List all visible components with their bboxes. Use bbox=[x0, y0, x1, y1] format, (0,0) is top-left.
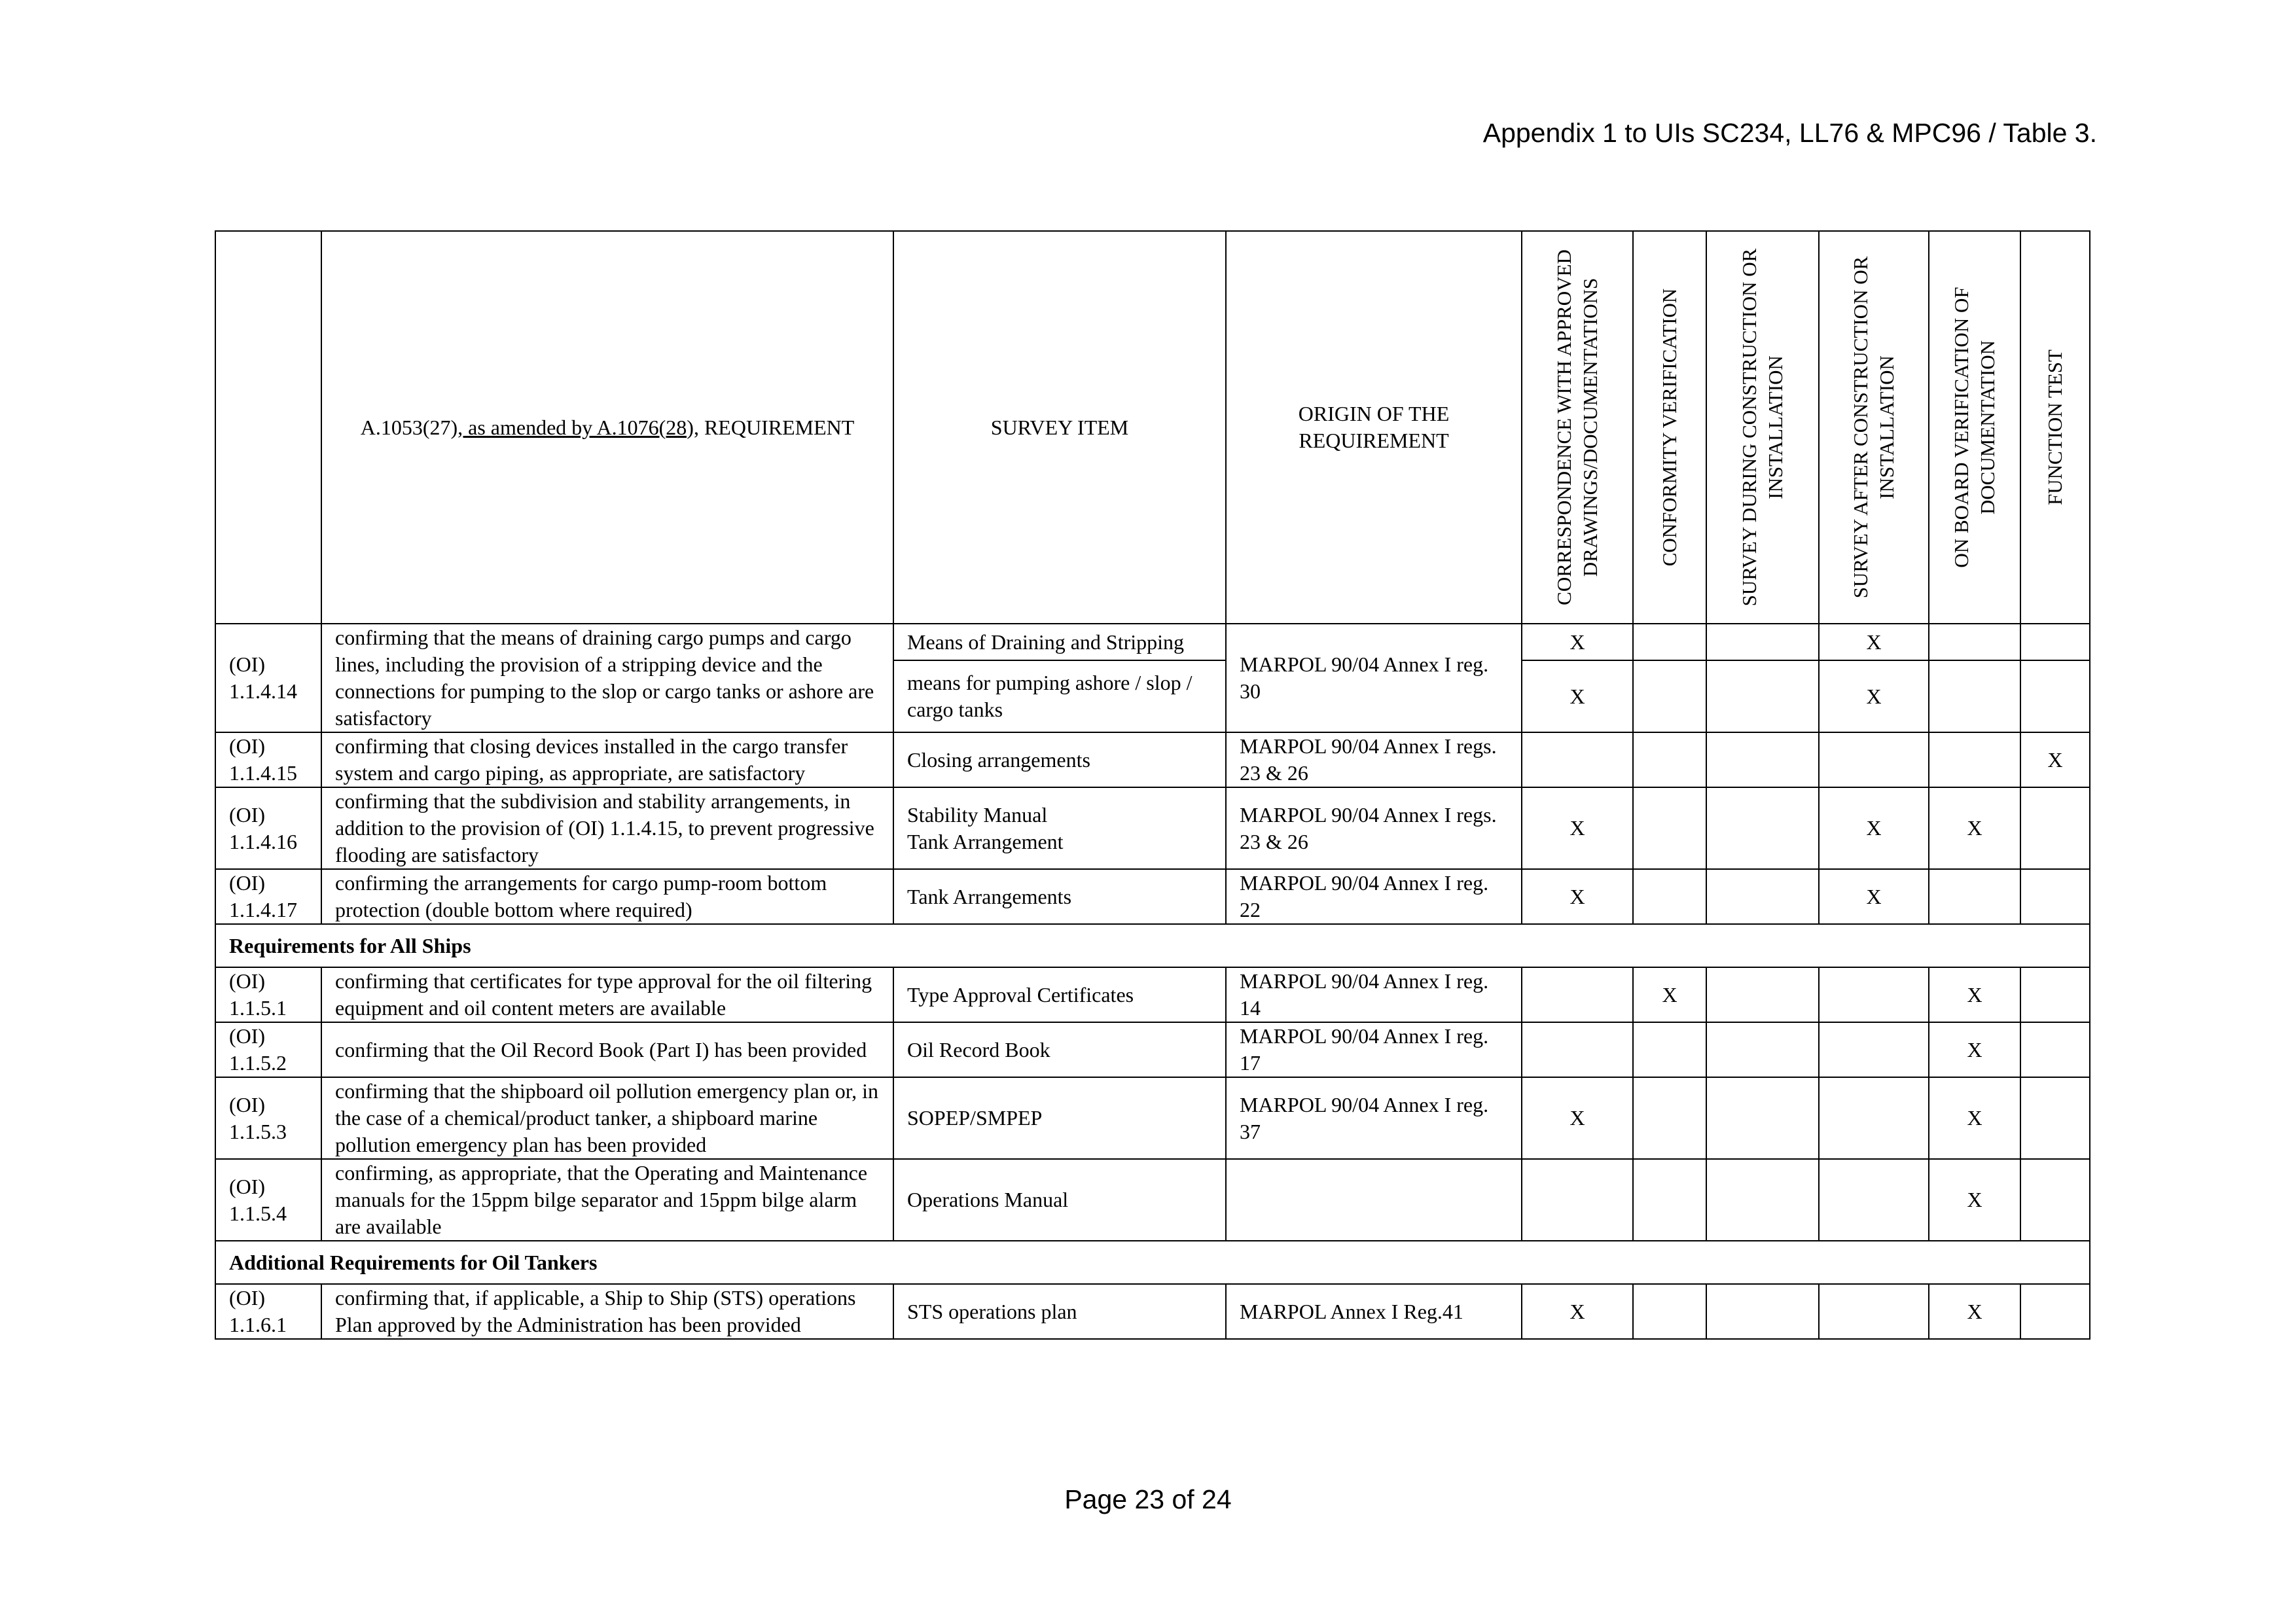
mark-function-test bbox=[2020, 869, 2090, 924]
header-requirement-code: A.1053(27) bbox=[360, 415, 458, 439]
row-requirement: confirming, as appropriate, that the Operating and Maintenance manuals for the 15ppm bilge separator and 15ppm bilge alarm are available bbox=[321, 1159, 893, 1241]
header-survey-item: SURVEY ITEM bbox=[893, 231, 1226, 624]
mark-onboard: X bbox=[1929, 1159, 2020, 1241]
mark-conformity bbox=[1633, 1077, 1706, 1159]
mark-survey-after bbox=[1819, 1284, 1929, 1339]
section-row bbox=[215, 1241, 2090, 1284]
mark-conformity bbox=[1633, 1284, 1706, 1339]
mark-survey-during bbox=[1706, 732, 1819, 787]
header-ref bbox=[215, 231, 321, 624]
mark-survey-after: X bbox=[1819, 624, 1929, 660]
table-row bbox=[215, 1077, 2090, 1159]
mark-survey-during bbox=[1706, 624, 1819, 660]
mark-onboard: X bbox=[1929, 1284, 2020, 1339]
row-origin: MARPOL 90/04 Annex I reg. 22 bbox=[1226, 869, 1522, 924]
row-ref: (OI) 1.1.4.16 bbox=[215, 787, 321, 869]
page-footer: Page 23 of 24 bbox=[1064, 1484, 1232, 1514]
mark-conformity bbox=[1633, 660, 1706, 732]
mark-survey-during bbox=[1706, 1077, 1819, 1159]
row-ref: (OI) 1.1.4.15 bbox=[215, 732, 321, 787]
mark-conformity bbox=[1633, 624, 1706, 660]
row-origin: MARPOL 90/04 Annex I reg. 17 bbox=[1226, 1022, 1522, 1077]
table-row bbox=[215, 732, 2090, 787]
row-ref: (OI) 1.1.5.4 bbox=[215, 1159, 321, 1241]
row-ref: (OI) 1.1.5.3 bbox=[215, 1077, 321, 1159]
mark-survey-after bbox=[1819, 1159, 1929, 1241]
table-row bbox=[215, 1022, 2090, 1077]
mark-correspondence: X bbox=[1522, 660, 1633, 732]
header-survey-during-text: SURVEY DURING CONSTRUCTION OR INSTALLATION bbox=[1738, 248, 1787, 607]
row-survey-item: SOPEP/SMPEP bbox=[893, 1077, 1226, 1159]
row-survey-item: Type Approval Certificates bbox=[893, 967, 1226, 1022]
mark-conformity bbox=[1633, 1159, 1706, 1241]
mark-onboard bbox=[1929, 732, 2020, 787]
header-onboard-text: ON BOARD VERIFICATION OF DOCUMENTATION bbox=[1950, 287, 1999, 568]
table-row bbox=[215, 869, 2090, 924]
mark-onboard: X bbox=[1929, 787, 2020, 869]
mark-survey-during bbox=[1706, 660, 1819, 732]
mark-conformity bbox=[1633, 869, 1706, 924]
row-origin: MARPOL 90/04 Annex I reg. 14 bbox=[1226, 967, 1522, 1022]
row-ref: (OI) 1.1.6.1 bbox=[215, 1284, 321, 1339]
row-requirement: confirming that the means of draining cargo pumps and cargo lines, including the provision of a stripping device and the connections for pumping to the slop or cargo tanks or ashore are satisfactory bbox=[321, 624, 893, 732]
table-row bbox=[215, 1159, 2090, 1241]
mark-onboard: X bbox=[1929, 1077, 2020, 1159]
section-title: Requirements for All Ships bbox=[215, 924, 2090, 967]
header-survey-after bbox=[1819, 231, 1929, 624]
table-row bbox=[215, 787, 2090, 869]
mark-survey-during bbox=[1706, 787, 1819, 869]
mark-function-test bbox=[2020, 787, 2090, 869]
header-origin: ORIGIN OF THE REQUIREMENT bbox=[1226, 231, 1522, 624]
mark-correspondence: X bbox=[1522, 787, 1633, 869]
mark-function-test bbox=[2020, 967, 2090, 1022]
mark-conformity bbox=[1633, 1022, 1706, 1077]
header-conformity-text: CONFORMITY VERIFICATION bbox=[1658, 288, 1681, 567]
row-ref: (OI) 1.1.4.17 bbox=[215, 869, 321, 924]
mark-function-test bbox=[2020, 1077, 2090, 1159]
mark-survey-after: X bbox=[1819, 787, 1929, 869]
header-survey-after-text: SURVEY AFTER CONSTRUCTION OR INSTALLATION bbox=[1849, 256, 1898, 599]
section-row bbox=[215, 924, 2090, 967]
row-requirement: confirming that certificates for type approval for the oil filtering equipment and oil content meters are available bbox=[321, 967, 893, 1022]
header-onboard bbox=[1929, 231, 2020, 624]
header-function-test-text: FUNCTION TEST bbox=[2043, 349, 2066, 505]
mark-function-test: X bbox=[2020, 732, 2090, 787]
mark-onboard bbox=[1929, 660, 2020, 732]
header-function-test bbox=[2020, 231, 2090, 624]
mark-onboard: X bbox=[1929, 967, 2020, 1022]
mark-function-test bbox=[2020, 1159, 2090, 1241]
row-origin bbox=[1226, 1159, 1522, 1241]
header-requirement-suffix: REQUIREMENT bbox=[698, 415, 855, 439]
mark-survey-during bbox=[1706, 1159, 1819, 1241]
mark-survey-during bbox=[1706, 1284, 1819, 1339]
row-ref: (OI) 1.1.5.1 bbox=[215, 967, 321, 1022]
mark-survey-during bbox=[1706, 967, 1819, 1022]
mark-correspondence bbox=[1522, 732, 1633, 787]
mark-conformity bbox=[1633, 787, 1706, 869]
mark-correspondence: X bbox=[1522, 869, 1633, 924]
mark-survey-during bbox=[1706, 869, 1819, 924]
mark-onboard: X bbox=[1929, 1022, 2020, 1077]
header-correspondence-text: CORRESPONDENCE WITH APPROVED DRAWINGS/DOCUMENTATIONS bbox=[1552, 249, 1602, 605]
mark-onboard bbox=[1929, 624, 2020, 660]
mark-correspondence bbox=[1522, 1159, 1633, 1241]
mark-conformity bbox=[1633, 732, 1706, 787]
mark-onboard bbox=[1929, 869, 2020, 924]
header-correspondence bbox=[1522, 231, 1633, 624]
row-requirement: confirming that the shipboard oil pollution emergency plan or, in the case of a chemical/product tanker, a shipboard marine pollution emergency plan has been provided bbox=[321, 1077, 893, 1159]
row-ref: (OI) 1.1.4.14 bbox=[215, 624, 321, 732]
row-origin: MARPOL Annex I Reg.41 bbox=[1226, 1284, 1522, 1339]
page-header: Appendix 1 to UIs SC234, LL76 & MPC96 / Table 3. bbox=[1482, 118, 2097, 148]
mark-survey-after: X bbox=[1819, 869, 1929, 924]
header-survey-during bbox=[1706, 231, 1819, 624]
row-survey-item: means for pumping ashore / slop / cargo tanks bbox=[893, 660, 1226, 732]
row-survey-item: Stability Manual Tank Arrangement bbox=[893, 787, 1226, 869]
mark-correspondence bbox=[1522, 1022, 1633, 1077]
header-conformity bbox=[1633, 231, 1706, 624]
requirements-table bbox=[215, 230, 2090, 1340]
row-survey-item: Means of Draining and Stripping bbox=[893, 624, 1226, 660]
mark-survey-after: X bbox=[1819, 660, 1929, 732]
row-requirement: confirming that closing devices installed in the cargo transfer system and cargo piping, as appropriate, are satisfactory bbox=[321, 732, 893, 787]
table-row bbox=[215, 624, 2090, 660]
row-origin: MARPOL 90/04 Annex I regs. 23 & 26 bbox=[1226, 787, 1522, 869]
row-origin: MARPOL 90/04 Annex I reg. 37 bbox=[1226, 1077, 1522, 1159]
mark-conformity: X bbox=[1633, 967, 1706, 1022]
row-ref: (OI) 1.1.5.2 bbox=[215, 1022, 321, 1077]
table-row bbox=[215, 1284, 2090, 1339]
row-requirement: confirming the arrangements for cargo pump-room bottom protection (double bottom where required) bbox=[321, 869, 893, 924]
mark-function-test bbox=[2020, 1284, 2090, 1339]
row-requirement: confirming that the Oil Record Book (Part I) has been provided bbox=[321, 1022, 893, 1077]
mark-survey-after bbox=[1819, 1022, 1929, 1077]
mark-survey-after bbox=[1819, 732, 1929, 787]
row-survey-item: Closing arrangements bbox=[893, 732, 1226, 787]
row-origin: MARPOL 90/04 Annex I reg. 30 bbox=[1226, 624, 1522, 732]
mark-correspondence: X bbox=[1522, 1284, 1633, 1339]
section-title: Additional Requirements for Oil Tankers bbox=[215, 1241, 2090, 1284]
row-requirement: confirming that, if applicable, a Ship to Ship (STS) operations Plan approved by the Administration has been provided bbox=[321, 1284, 893, 1339]
row-origin: MARPOL 90/04 Annex I regs. 23 & 26 bbox=[1226, 732, 1522, 787]
mark-function-test bbox=[2020, 1022, 2090, 1077]
mark-function-test bbox=[2020, 660, 2090, 732]
mark-correspondence bbox=[1522, 967, 1633, 1022]
row-survey-item: Oil Record Book bbox=[893, 1022, 1226, 1077]
mark-survey-during bbox=[1706, 1022, 1819, 1077]
mark-survey-after bbox=[1819, 1077, 1929, 1159]
row-requirement: confirming that the subdivision and stability arrangements, in addition to the provision of (OI) 1.1.4.15, to prevent progressive flooding are satisfactory bbox=[321, 787, 893, 869]
mark-survey-after bbox=[1819, 967, 1929, 1022]
header-row bbox=[215, 231, 2090, 624]
mark-correspondence: X bbox=[1522, 1077, 1633, 1159]
header-requirement bbox=[321, 231, 893, 624]
row-survey-item: STS operations plan bbox=[893, 1284, 1226, 1339]
header-requirement-amendment: , as amended by A.1076(28), bbox=[457, 415, 699, 439]
mark-function-test bbox=[2020, 624, 2090, 660]
row-survey-item: Operations Manual bbox=[893, 1159, 1226, 1241]
row-survey-item: Tank Arrangements bbox=[893, 869, 1226, 924]
mark-correspondence: X bbox=[1522, 624, 1633, 660]
table-row bbox=[215, 967, 2090, 1022]
